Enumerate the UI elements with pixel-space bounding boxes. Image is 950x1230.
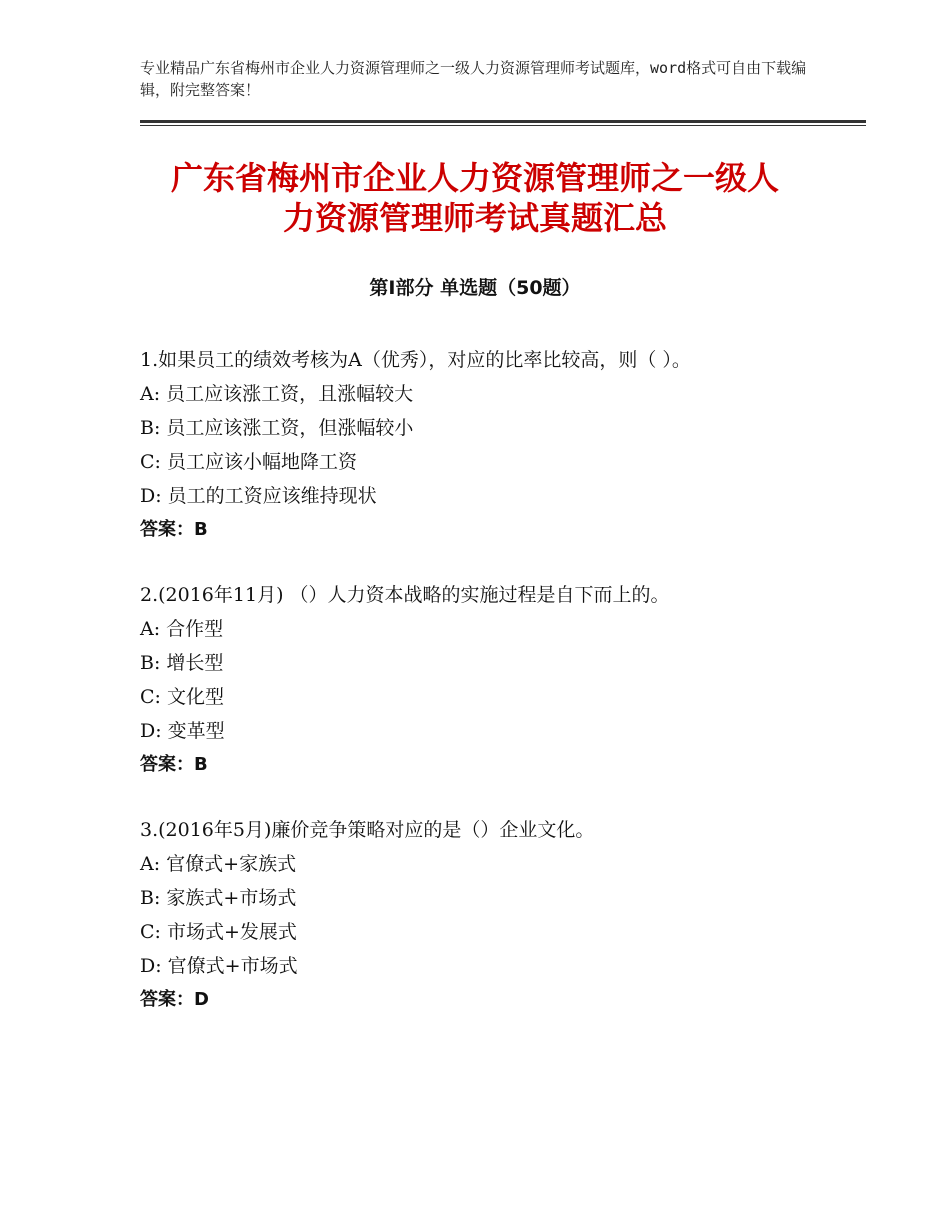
question-3 — [140, 813, 840, 1017]
option-a: A: 合作型 — [140, 618, 224, 640]
question-stem: 2.(2016年11月) （）人力资本战略的实施过程是自下而上的。 — [140, 584, 670, 606]
option-b: B: 家族式+市场式 — [140, 887, 297, 909]
answer: 答案：B — [140, 754, 208, 775]
document-title — [120, 158, 830, 238]
option-d: D: 官僚式+市场式 — [140, 955, 298, 977]
title-line-1: 广东省梅州市企业人力资源管理师之一级人 — [170, 159, 779, 197]
question-stem: 3.(2016年5月)廉价竞争策略对应的是（）企业文化。 — [140, 819, 595, 841]
question-stem: 1.如果员工的绩效考核为A（优秀），对应的比率比较高，则（ ）。 — [140, 349, 691, 371]
question-2 — [140, 578, 840, 782]
question-list — [140, 343, 840, 1048]
header-rule-thin — [140, 125, 866, 126]
option-d: D: 变革型 — [140, 720, 225, 742]
option-d: D: 员工的工资应该维持现状 — [140, 485, 377, 507]
option-c: C: 员工应该小幅地降工资 — [140, 451, 357, 473]
title-line-2: 力资源管理师考试真题汇总 — [282, 199, 667, 237]
header-rule-thick — [140, 120, 866, 123]
option-c: C: 文化型 — [140, 686, 224, 708]
option-c: C: 市场式+发展式 — [140, 921, 297, 943]
header-note: 专业精品广东省梅州市企业人力资源管理师之一级人力资源管理师考试题库，word格式可自由下载编辑，附完整答案！ — [140, 59, 807, 99]
option-a: A: 员工应该涨工资，且涨幅较大 — [140, 383, 414, 405]
option-b: B: 员工应该涨工资，但涨幅较小 — [140, 417, 414, 439]
answer: 答案：B — [140, 519, 208, 540]
question-1 — [140, 343, 840, 547]
option-b: B: 增长型 — [140, 652, 224, 674]
section-heading: 第Ⅰ部分 单选题（50题） — [369, 277, 581, 299]
answer: 答案：D — [140, 989, 209, 1010]
option-a: A: 官僚式+家族式 — [140, 853, 297, 875]
